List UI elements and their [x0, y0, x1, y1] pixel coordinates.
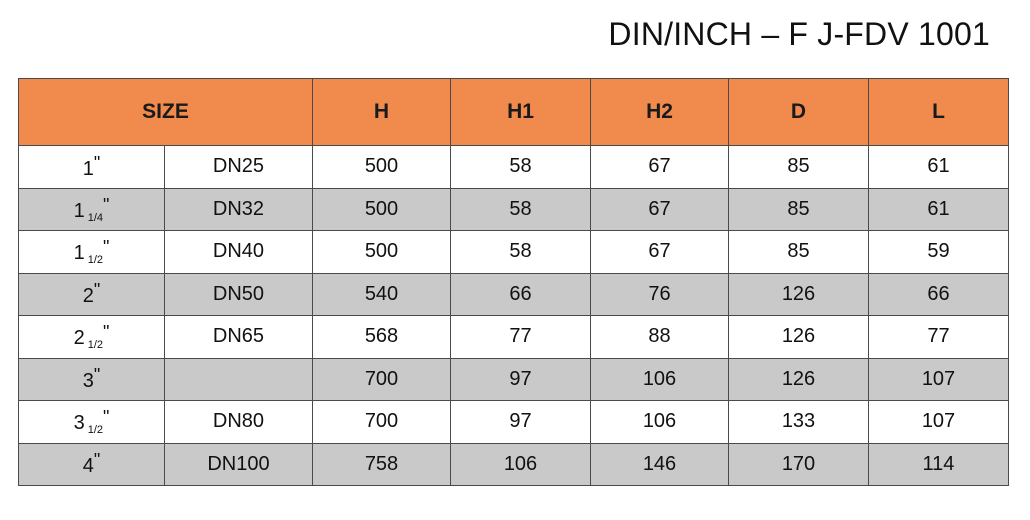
cell-h1: 58	[451, 231, 591, 274]
cell-h1: 58	[451, 188, 591, 231]
table-row	[19, 316, 1009, 359]
table-body	[19, 146, 1009, 486]
cell-l: 61	[869, 146, 1009, 189]
cell-h1: 106	[451, 443, 591, 486]
cell-dn-size	[165, 358, 313, 401]
inch-whole: 1	[82, 157, 94, 180]
table-row	[19, 358, 1009, 401]
inch-whole: 4	[82, 455, 94, 478]
inch-fraction: 1/4	[87, 211, 104, 224]
table-row	[19, 273, 1009, 316]
cell-h2: 88	[591, 316, 729, 359]
inch-mark: "	[93, 365, 101, 386]
header-h2: H2	[591, 79, 729, 146]
table-header	[19, 79, 1009, 146]
cell-h2: 67	[591, 146, 729, 189]
cell-d: 126	[729, 316, 869, 359]
header-h1: H1	[451, 79, 591, 146]
cell-l: 77	[869, 316, 1009, 359]
cell-h: 500	[313, 188, 451, 231]
cell-h2: 106	[591, 401, 729, 444]
inch-whole: 1	[73, 199, 85, 222]
cell-dn-size: DN40	[165, 231, 313, 274]
cell-h2: 106	[591, 358, 729, 401]
cell-l: 66	[869, 273, 1009, 316]
table-row	[19, 146, 1009, 189]
cell-h2: 67	[591, 231, 729, 274]
cell-d: 170	[729, 443, 869, 486]
cell-inch-size	[19, 401, 165, 444]
cell-h1: 97	[451, 401, 591, 444]
spec-table	[18, 78, 1009, 486]
cell-dn-size: DN32	[165, 188, 313, 231]
cell-h: 758	[313, 443, 451, 486]
inch-mark: "	[103, 194, 110, 215]
cell-inch-size	[19, 443, 165, 486]
cell-h: 540	[313, 273, 451, 316]
inch-mark: "	[93, 152, 101, 173]
cell-dn-size: DN100	[165, 443, 313, 486]
table-row	[19, 188, 1009, 231]
header-d: D	[729, 79, 869, 146]
cell-d: 126	[729, 273, 869, 316]
cell-h: 700	[313, 358, 451, 401]
cell-h2: 67	[591, 188, 729, 231]
cell-d: 85	[729, 146, 869, 189]
cell-d: 126	[729, 358, 869, 401]
cell-l: 114	[869, 443, 1009, 486]
document-title: DIN/INCH – F J-FDV 1001	[608, 16, 990, 52]
inch-mark: "	[103, 322, 110, 343]
cell-dn-size: DN80	[165, 401, 313, 444]
inch-mark: "	[93, 280, 101, 301]
cell-l: 61	[869, 188, 1009, 231]
cell-inch-size	[19, 146, 165, 189]
inch-whole: 3	[82, 370, 94, 393]
inch-mark: "	[103, 237, 110, 258]
cell-h1: 97	[451, 358, 591, 401]
table-row	[19, 231, 1009, 274]
inch-whole: 2	[73, 327, 85, 350]
cell-l: 107	[869, 358, 1009, 401]
inch-whole: 2	[82, 285, 94, 308]
cell-h: 700	[313, 401, 451, 444]
table-row	[19, 443, 1009, 486]
cell-h1: 66	[451, 273, 591, 316]
inch-fraction: 1/2	[87, 339, 104, 352]
cell-d: 133	[729, 401, 869, 444]
cell-l: 59	[869, 231, 1009, 274]
cell-l: 107	[869, 401, 1009, 444]
cell-d: 85	[729, 231, 869, 274]
cell-inch-size	[19, 358, 165, 401]
cell-dn-size: DN65	[165, 316, 313, 359]
inch-mark: "	[103, 407, 110, 428]
cell-h: 500	[313, 146, 451, 189]
inch-fraction: 1/2	[87, 424, 104, 437]
cell-dn-size: DN50	[165, 273, 313, 316]
spec-table-container	[18, 78, 1008, 486]
header-row	[19, 79, 1009, 146]
header-h: H	[313, 79, 451, 146]
cell-h1: 77	[451, 316, 591, 359]
inch-whole: 3	[73, 412, 85, 435]
header-l: L	[869, 79, 1009, 146]
cell-h: 500	[313, 231, 451, 274]
cell-inch-size	[19, 273, 165, 316]
cell-d: 85	[729, 188, 869, 231]
cell-h2: 76	[591, 273, 729, 316]
cell-inch-size	[19, 316, 165, 359]
cell-h1: 58	[451, 146, 591, 189]
cell-h2: 146	[591, 443, 729, 486]
cell-dn-size: DN25	[165, 146, 313, 189]
cell-inch-size	[19, 188, 165, 231]
table-row	[19, 401, 1009, 444]
inch-fraction: 1/2	[87, 254, 104, 267]
inch-mark: "	[93, 450, 101, 471]
cell-inch-size	[19, 231, 165, 274]
cell-h: 568	[313, 316, 451, 359]
inch-whole: 1	[73, 242, 85, 265]
header-size: SIZE	[19, 79, 313, 146]
